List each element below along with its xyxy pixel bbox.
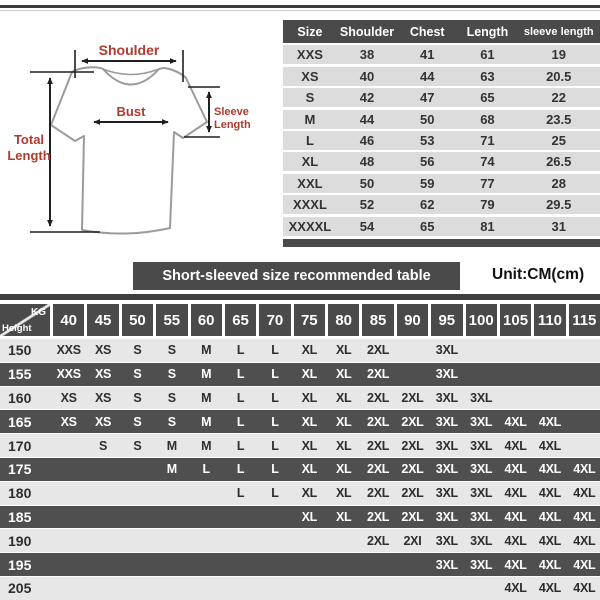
size-recommendation-cell: S [133,367,142,382]
size-recommendation-cell: 3XL [470,438,493,453]
size-recommendation-cell: 3XL [470,486,493,501]
height-row-label: 195 [8,556,32,573]
weight-column-header: 50 [122,304,153,336]
size-recommendation-cell: XL [301,367,317,382]
measurement-value: 56 [419,154,435,170]
size-label: XXL [297,175,323,191]
height-row-label: 150 [8,342,32,359]
size-recommendation-cell: S [133,414,142,429]
measurement-value: 53 [419,132,435,148]
measurement-value: 46 [359,132,375,148]
size-recommendation-cell: M [201,343,212,358]
size-table-row [283,195,600,214]
size-recommendation-cell: 4XL [504,438,527,453]
size-recommendation-cell: XL [336,414,352,429]
height-row-label: 160 [8,389,32,406]
weight-column-header: 80 [328,304,359,336]
size-recommendation-cell: XL [301,486,317,501]
weight-column-header: 85 [362,304,393,336]
size-recommendation-cell: 2XL [367,533,390,548]
size-recommendation-cell: XL [301,390,317,405]
size-recommendation-cell: L [271,343,279,358]
tshirt-measurement-diagram [2,14,287,262]
measurement-value: 77 [480,175,495,191]
size-recommendation-cell: 2XL [367,414,390,429]
height-row-label: 155 [8,366,32,383]
measurement-value: 28 [551,175,566,191]
size-recommendation-cell: XL [301,343,317,358]
size-recommendation-cell: L [236,414,245,429]
weight-column-header: 100 [466,304,497,336]
size-label: M [304,111,316,127]
size-recommendation-cell: L [202,462,210,477]
size-recommendation-cell: L [271,462,279,477]
weight-column-header: 75 [294,304,325,336]
measurement-value: 23.5 [546,111,572,127]
measurement-value: 79 [480,197,495,213]
size-table-row [283,45,600,64]
recommended-table-banner: Short-sleeved size recommended table [133,262,460,290]
top-border-line-thin [0,10,600,11]
measurement-value: 44 [359,111,375,127]
weight-column-header: 65 [225,304,256,336]
size-recommendation-cell: XS [95,343,112,358]
size-recommendation-cell: 2XL [401,438,424,453]
size-recommendation-cell: 4XL [538,533,561,548]
measurement-value: 29.5 [546,197,572,213]
size-recommendation-cell: M [166,462,177,477]
size-recommendation-cell: L [236,462,245,477]
size-recommendation-cell: S [133,390,142,405]
size-table-bottom-bar [283,239,600,247]
measurement-value: 65 [419,218,435,234]
size-recommendation-cell: 4XL [504,486,527,501]
size-recommendation-cell: XL [336,343,352,358]
measurement-value: 71 [480,132,495,148]
size-recommendation-cell: 3XL [435,557,458,572]
total-length-label-line2: Length [7,148,51,163]
recommend-row-180 [0,481,600,505]
shoulder-label: Shoulder [98,42,160,58]
size-recommendation-cell: XL [336,509,352,524]
size-recommendation-cell: S [99,438,108,453]
size-recommendation-cell: 2XL [367,486,390,501]
size-recommendation-cell: 4XL [538,509,561,524]
size-recommendation-cell: L [236,367,245,382]
height-row-label: 185 [8,508,32,525]
size-table-row [283,67,600,86]
total-length-label-line1: Total [13,132,45,147]
size-recommendation-cell: L [271,414,279,429]
size-recommendation-cell: 3XL [435,486,458,501]
size-recommendation-cell: 2XL [401,462,424,477]
size-recommendation-cell: L [236,390,245,405]
size-recommendation-cell: 3XL [435,462,458,477]
measurement-value: 65 [480,90,495,106]
measurement-value: 68 [480,111,495,127]
size-recommendation-cell: 4XL [538,557,561,572]
size-measurements-table [283,20,600,247]
height-axis-label: Height [2,323,32,334]
recommend-row-160 [0,386,600,410]
measurement-value: 44 [419,68,435,84]
size-recommendation-cell: 3XL [470,390,493,405]
measurement-value: 19 [551,47,566,63]
size-recommendation-cell: 3XL [435,390,458,405]
size-recommendation-cell: XL [336,486,352,501]
measurement-value: 48 [359,154,375,170]
size-table-column-header: Length [466,24,509,39]
size-label: XXXL [292,197,327,213]
size-table-row [283,110,600,129]
size-recommendation-cell: 4XL [504,533,527,548]
size-recommendation-cell: XL [301,414,317,429]
size-recommendation-cell: M [201,390,212,405]
kg-axis-label: KG [31,307,46,318]
tshirt-outline [51,67,207,233]
size-recommendation-cell: XL [336,462,352,477]
bust-label: Bust [116,104,146,119]
size-recommendation-cell: 3XL [470,557,493,572]
sleeve-length-label-line1: Sleeve [214,106,249,118]
measurement-value: 63 [480,68,495,84]
size-label: S [305,90,315,106]
top-border-line [0,5,600,8]
size-recommendation-cell: 4XL [573,557,596,572]
size-recommendation-cell: 3XL [435,414,458,429]
size-recommendation-cell: L [236,438,245,453]
size-recommendation-cell: XL [336,390,352,405]
size-label: XXS [296,47,323,63]
recommend-row-195 [0,552,600,576]
size-recommendation-cell: XS [95,390,112,405]
recommend-row-190 [0,528,600,552]
size-table-column-header: sleeve length [523,25,594,38]
recommend-row-150 [0,338,600,362]
size-recommendation-cell: L [236,343,245,358]
size-table-column-header: Size [297,24,323,39]
height-row-label: 205 [8,580,32,597]
size-recommendation-cell: S [167,343,176,358]
weight-column-header: 60 [191,304,222,336]
size-recommendation-cell: 3XL [435,533,458,548]
size-recommendation-cell: M [201,438,212,453]
size-recommendation-cell: 3XL [470,462,493,477]
size-recommendation-cell: XS [60,414,77,429]
recommend-row-175 [0,457,600,481]
measurement-value: 52 [359,197,375,213]
size-table-body [283,45,600,235]
measurement-value: 62 [419,197,435,213]
size-recommendation-cell: XL [301,462,317,477]
size-recommendation-cell: 4XL [573,581,596,596]
size-label: XXXXL [288,218,332,234]
size-recommendation-cell: 4XL [504,509,527,524]
size-recommendation-cell: 4XL [538,462,561,477]
measurement-value: 54 [359,218,375,234]
size-recommendation-cell: 4XL [504,462,527,477]
size-recommendation-cell: XL [301,438,317,453]
recommend-table-header [0,304,600,336]
weight-column-header: 55 [156,304,187,336]
section-divider-line [0,294,600,300]
height-row-label: 165 [8,413,32,430]
size-recommendation-cell: M [166,438,177,453]
measurement-value: 26.5 [546,154,572,170]
size-recommendation-cell: 4XL [538,438,561,453]
size-table-row [283,152,600,171]
weight-column-header: 110 [534,304,565,336]
measurement-value: 50 [419,111,435,127]
measurement-value: 50 [359,175,375,191]
measurement-value: 31 [551,218,566,234]
sleeve-length-label-line2: Length [214,119,251,131]
size-table-row [283,131,600,150]
size-recommendation-cell: 4XL [573,533,596,548]
size-label: XS [301,68,319,84]
recommend-row-185 [0,505,600,529]
size-recommendation-cell: M [201,367,212,382]
tshirt-back-neckline [103,69,159,75]
size-recommendation-cell: 4XL [538,486,561,501]
size-recommendation-cell: 2XL [401,486,424,501]
weight-column-header: 115 [569,304,600,336]
size-recommendation-cell: 3XL [470,414,493,429]
size-recommendation-cell: 3XL [435,509,458,524]
recommend-row-205 [0,576,600,600]
size-table-row [283,217,600,236]
size-recommendation-cell: 2XL [401,414,424,429]
size-recommendation-cell: XXS [56,343,81,358]
size-recommendation-cell: L [271,438,279,453]
measurement-value: 40 [359,68,375,84]
weight-column-header: 70 [259,304,290,336]
size-table-header [283,20,600,43]
size-recommendation-cell: S [167,390,176,405]
measurement-value: 42 [359,90,375,106]
size-recommendation-cell: XL [336,367,352,382]
size-recommendation-cell: S [133,343,142,358]
recommend-row-165 [0,409,600,433]
measurement-value: 41 [419,47,435,63]
size-recommendation-cell: L [236,486,245,501]
measurement-value: 81 [480,218,495,234]
size-recommendation-cell: 4XL [538,414,561,429]
size-recommendation-cell: S [133,438,142,453]
measurement-value: 22 [551,90,566,106]
size-recommendation-cell: 3XL [470,509,493,524]
size-recommendation-cell: M [201,414,212,429]
height-row-label: 180 [8,485,32,502]
size-recommendation-cell: XS [95,414,112,429]
measurement-value: 47 [419,90,435,106]
size-recommendation-cell: 2XL [401,390,424,405]
recommend-row-155 [0,362,600,386]
recommend-table-body [0,338,600,600]
size-recommendation-cell: 2XL [367,509,390,524]
size-recommendation-cell: XS [95,367,112,382]
size-recommendation-cell: 4XL [573,462,596,477]
weight-column-header: 40 [53,304,84,336]
corner-cell [0,304,50,336]
unit-label: Unit:CM(cm) [492,266,585,283]
size-label: XL [301,154,319,170]
measurement-value: 74 [480,154,495,170]
measurement-value: 61 [480,47,495,63]
size-recommendation-cell: 2XL [367,343,390,358]
measurement-value: 25 [551,132,566,148]
size-recommendation-cell: 4XL [504,414,527,429]
weight-column-header: 95 [431,304,462,336]
size-label: L [305,132,314,148]
size-recommendation-cell: 2XL [367,390,390,405]
size-recommendation-cell: 3XL [435,367,458,382]
size-recommendation-cell: 2XL [401,509,424,524]
height-row-label: 170 [8,437,32,454]
size-recommendation-cell: 4XL [504,581,527,596]
size-recommendation-cell: 3XL [470,533,493,548]
size-recommendation-table [0,304,600,600]
size-recommendation-cell: XL [336,438,352,453]
measurement-value: 59 [419,175,435,191]
weight-column-header: 90 [397,304,428,336]
size-recommendation-cell: XXS [56,367,81,382]
size-table-row [283,88,600,107]
size-recommendation-cell: XL [301,509,317,524]
size-recommendation-cell: S [167,367,176,382]
size-recommendation-cell: 4XL [504,557,527,572]
size-recommendation-cell: 3XL [435,438,458,453]
height-row-label: 175 [8,461,32,478]
size-recommendation-cell: 2XL [367,367,390,382]
size-recommendation-cell: 3XL [435,343,458,358]
weight-column-header: 105 [500,304,531,336]
size-recommendation-cell: 4XL [573,509,596,524]
size-recommendation-cell: S [167,414,176,429]
recommend-row-170 [0,433,600,457]
size-table-column-header: Chest [409,24,445,39]
size-recommendation-cell: XS [60,390,77,405]
measurement-value: 20.5 [546,68,572,84]
size-recommendation-cell: L [271,367,279,382]
size-recommendation-cell: 2XI [403,533,422,548]
size-table-column-header: Shoulder [339,24,395,39]
size-recommendation-cell: 2XL [367,462,390,477]
height-row-label: 190 [8,532,32,549]
size-recommendation-cell: L [271,390,279,405]
size-recommendation-cell: L [271,486,279,501]
size-recommendation-cell: 4XL [538,581,561,596]
size-recommendation-cell: 2XL [367,438,390,453]
measurement-value: 38 [359,47,375,63]
weight-column-header: 45 [87,304,118,336]
size-table-row [283,174,600,193]
size-recommendation-cell: 4XL [573,486,596,501]
